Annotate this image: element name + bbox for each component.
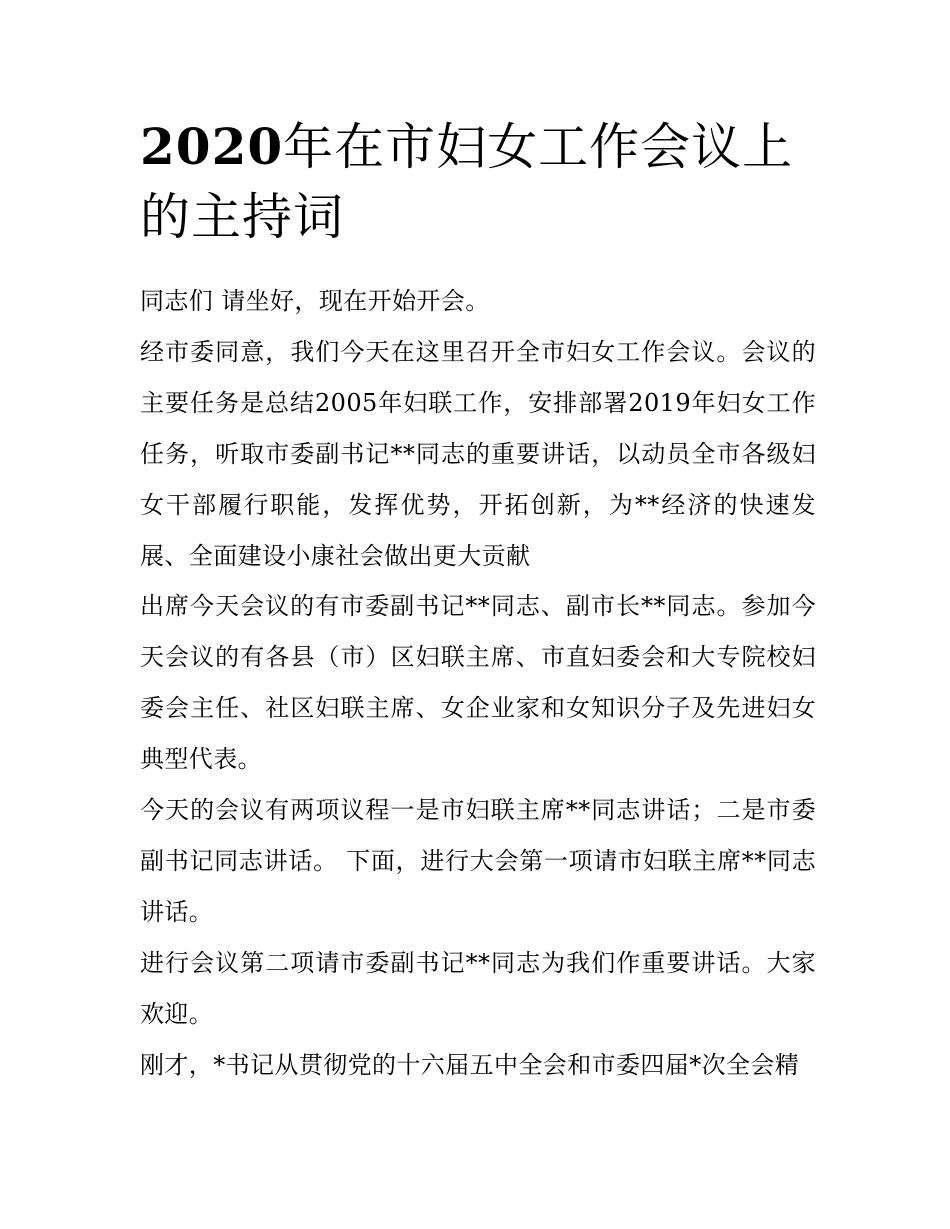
title-year: 2020: [140, 117, 284, 176]
title-text: 年在市妇女工作会议上的主持词: [140, 118, 794, 246]
document-body: [140, 276, 816, 1091]
paragraph-second-item: 进行会议第二项请市委副书记**同志为我们作重要讲话。大家欢迎。: [140, 948, 816, 1028]
paragraph-agenda: 今天的会议有两项议程一是市妇联主席**同志讲话；二是市委副书记同志讲话。 下面，进行大会第一项请市妇联主席**同志讲话。: [140, 796, 816, 926]
paragraph-opening: 同志们 请坐好，现在开始开会。: [140, 287, 490, 315]
paragraph-attendees: 出席今天会议的有市委副书记**同志、副市长**同志。参加今天会议的有各县（市）区妇联主席、市直妇委会和大专院校妇委会主任、社区妇联主席、女企业家和女知识分子及先进妇女典型代表。: [140, 592, 816, 774]
paragraph-summary: 刚才，*书记从贯彻党的十六届五中全会和市委四届*次全会精: [140, 1050, 800, 1079]
paragraph-purpose: 经市委同意，我们今天在这里召开全市妇女工作会议。会议的主要任务是总结2005年妇联工作，安排部署2019年妇女工作任务，听取市委副书记**同志的重要讲话，以动员全市各级妇女干部履行职能，发挥优势，开拓创新，为**经济的快速发展、全面建设小康社会做出更大贡献: [140, 337, 816, 570]
document-title: [140, 112, 820, 252]
